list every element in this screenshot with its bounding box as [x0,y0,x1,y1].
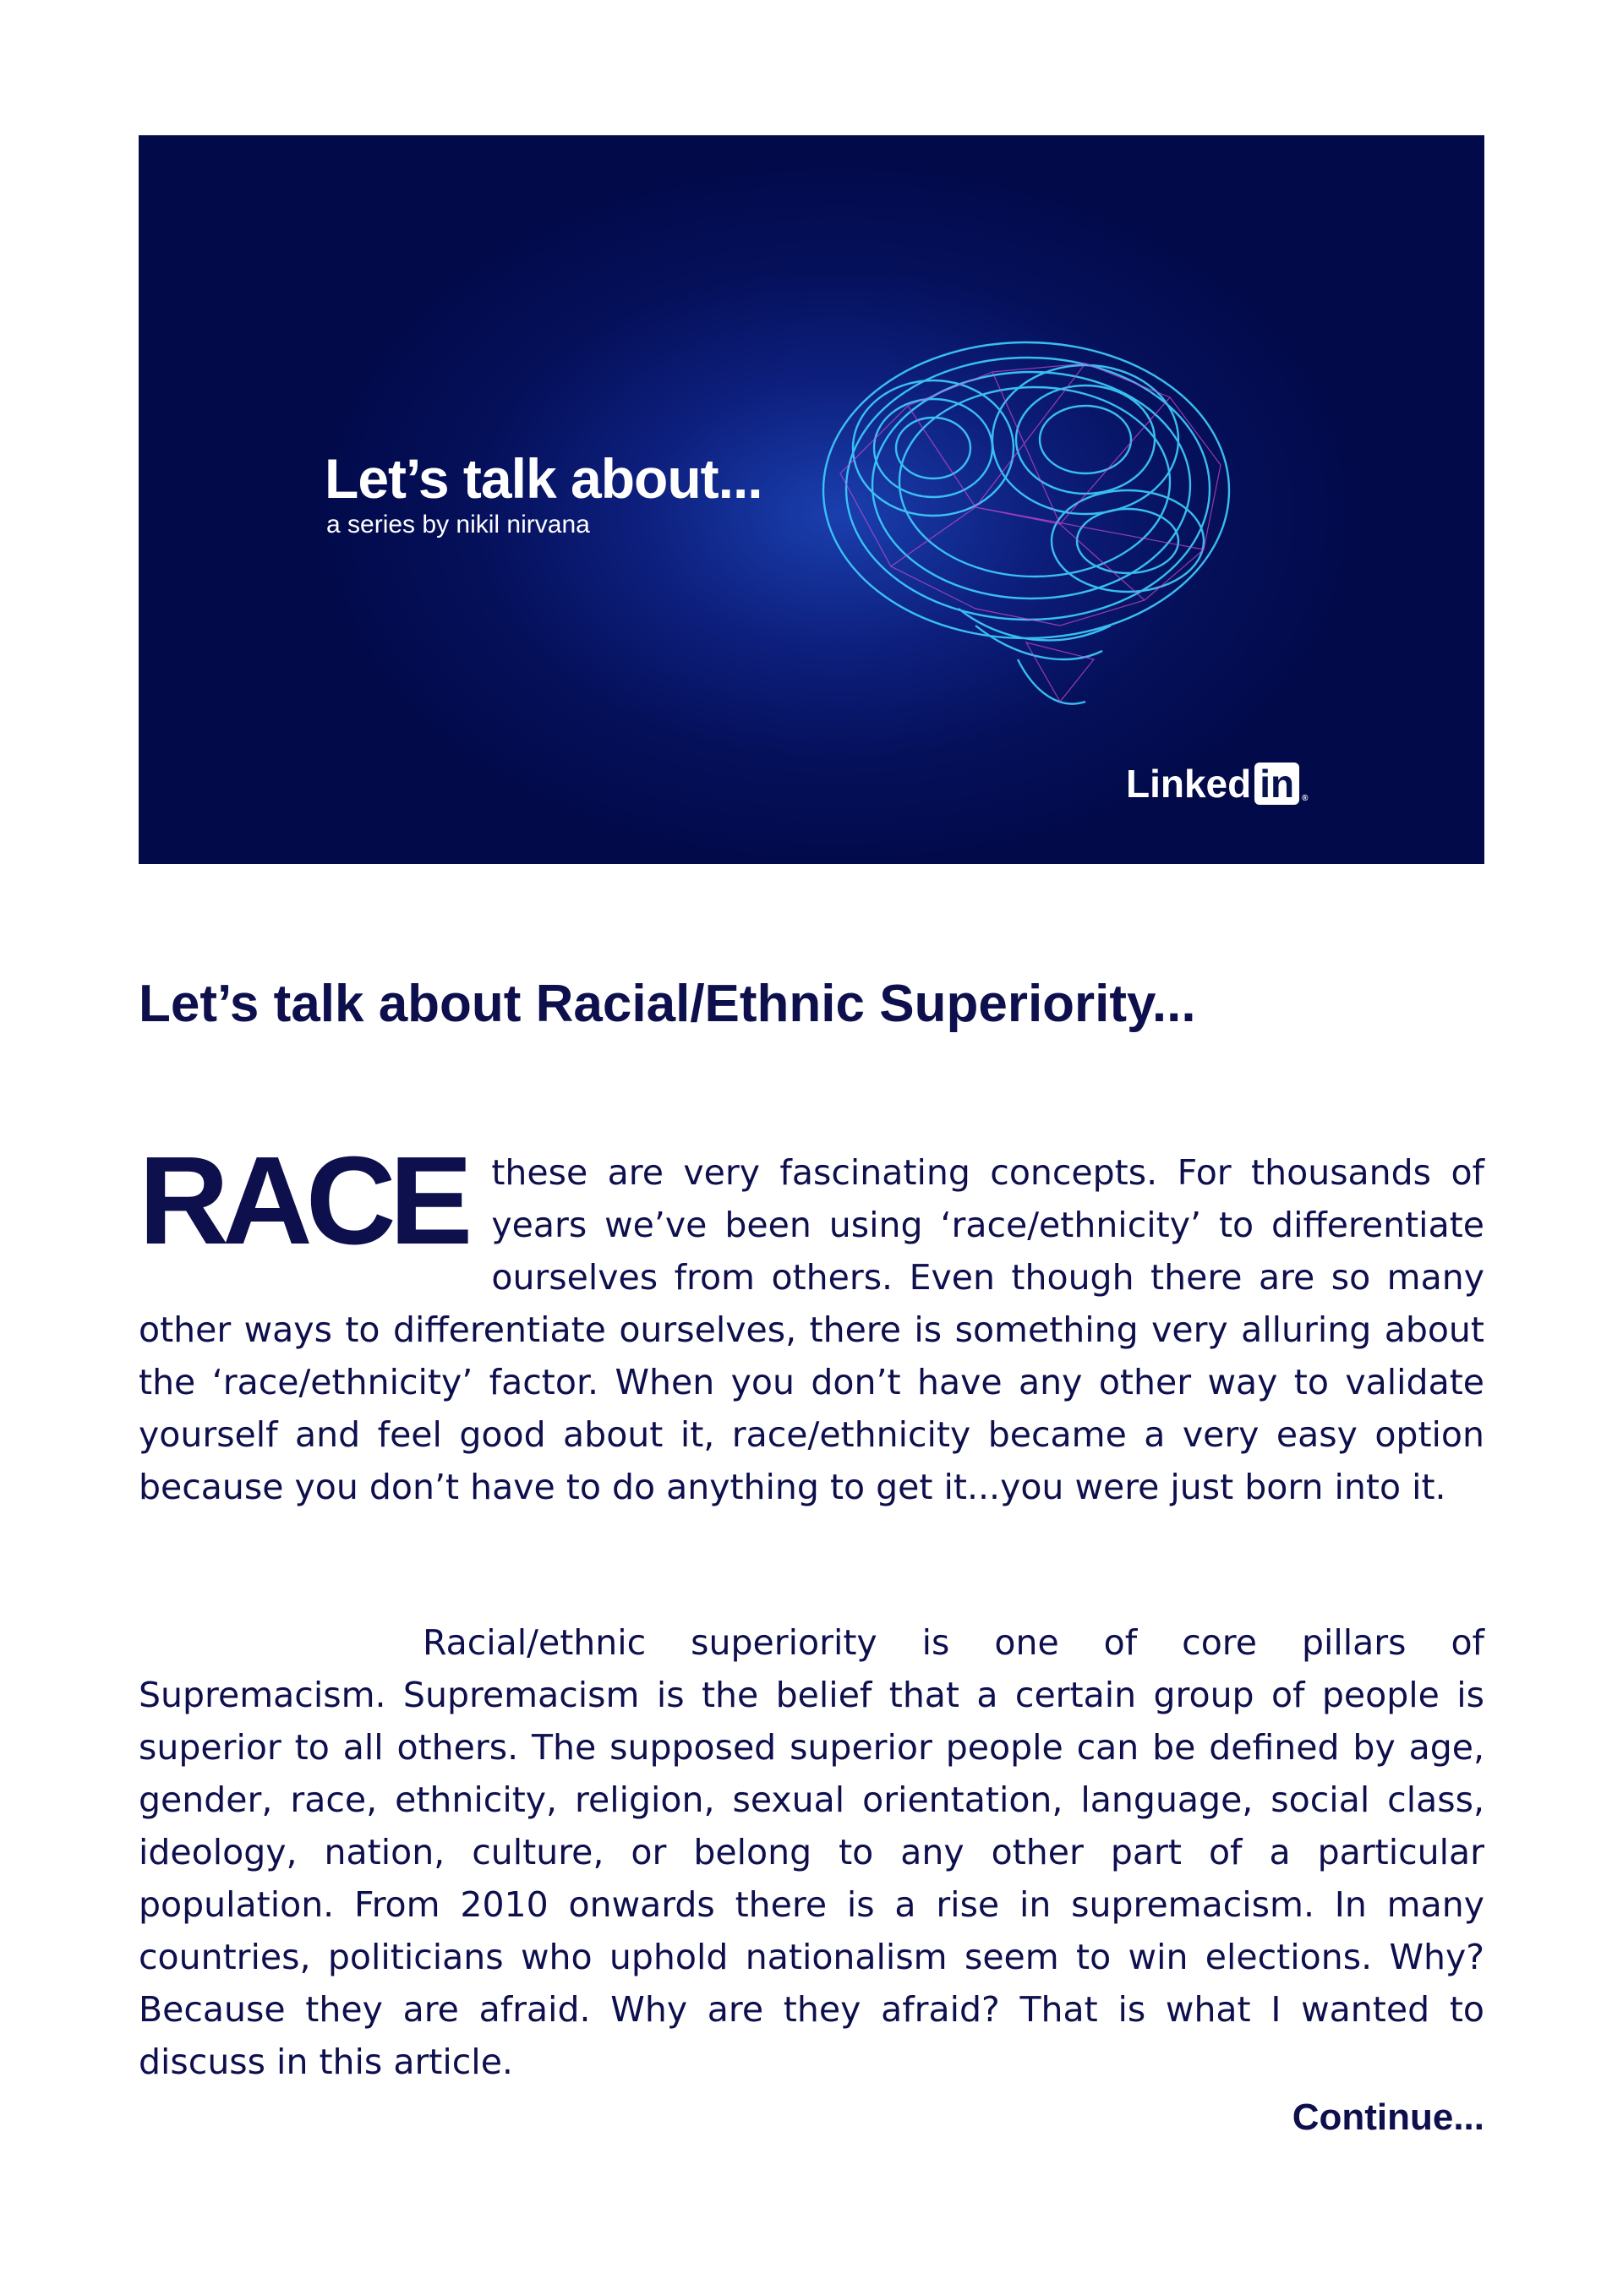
continue-link[interactable]: Continue... [1292,2096,1484,2138]
paragraph-2: Racial/ethnic superiority is one of core pillars of Supremacism. Supremacism is the belief that a certain group of people is superior to all others. The supposed superior people can be defined by age, gender, race, ethnicity, religion, sexual orientation, language, social class, ideology, nation, culture, or belong to any other part of a particular population. From 2010 onwards there is a rise in supremacism. In many countries, politicians who uphold nationalism seem to win elections. Why? Because they are afraid. Why are they afraid? That is what I wanted to discuss in this article. [139,1622,1484,2082]
hero-banner [139,135,1484,864]
brain-illustration [806,304,1246,727]
linkedin-in-badge: in [1254,763,1299,805]
paragraph-1-text: these are very fascinating concepts. For thousands of years we’ve been using ‘race/ethnicity’ to differentiate ourselves from others. Even though there are so many other ways to differentiate ourselves, there is something very alluring about the ‘race/ethnicity’ factor. When you don’t have any other way to validate yourself and feel good about it, race/ethnicity became a very easy option because you don’t have to do anything to get it...you were just born into it. [139,1152,1484,1507]
banner-title: Let’s talk about... [325,447,762,510]
article-heading: Let’s talk about Racial/Ethnic Superiority... [139,975,1196,1033]
linkedin-logo [1126,761,1309,806]
registered-mark: ® [1302,793,1309,803]
drop-cap-race: RACE [139,1131,467,1271]
paragraph-1 [139,1131,1484,1513]
banner-subtitle: a series by nikil nirvana [326,511,590,538]
linkedin-logo-text: Linked [1126,762,1252,806]
